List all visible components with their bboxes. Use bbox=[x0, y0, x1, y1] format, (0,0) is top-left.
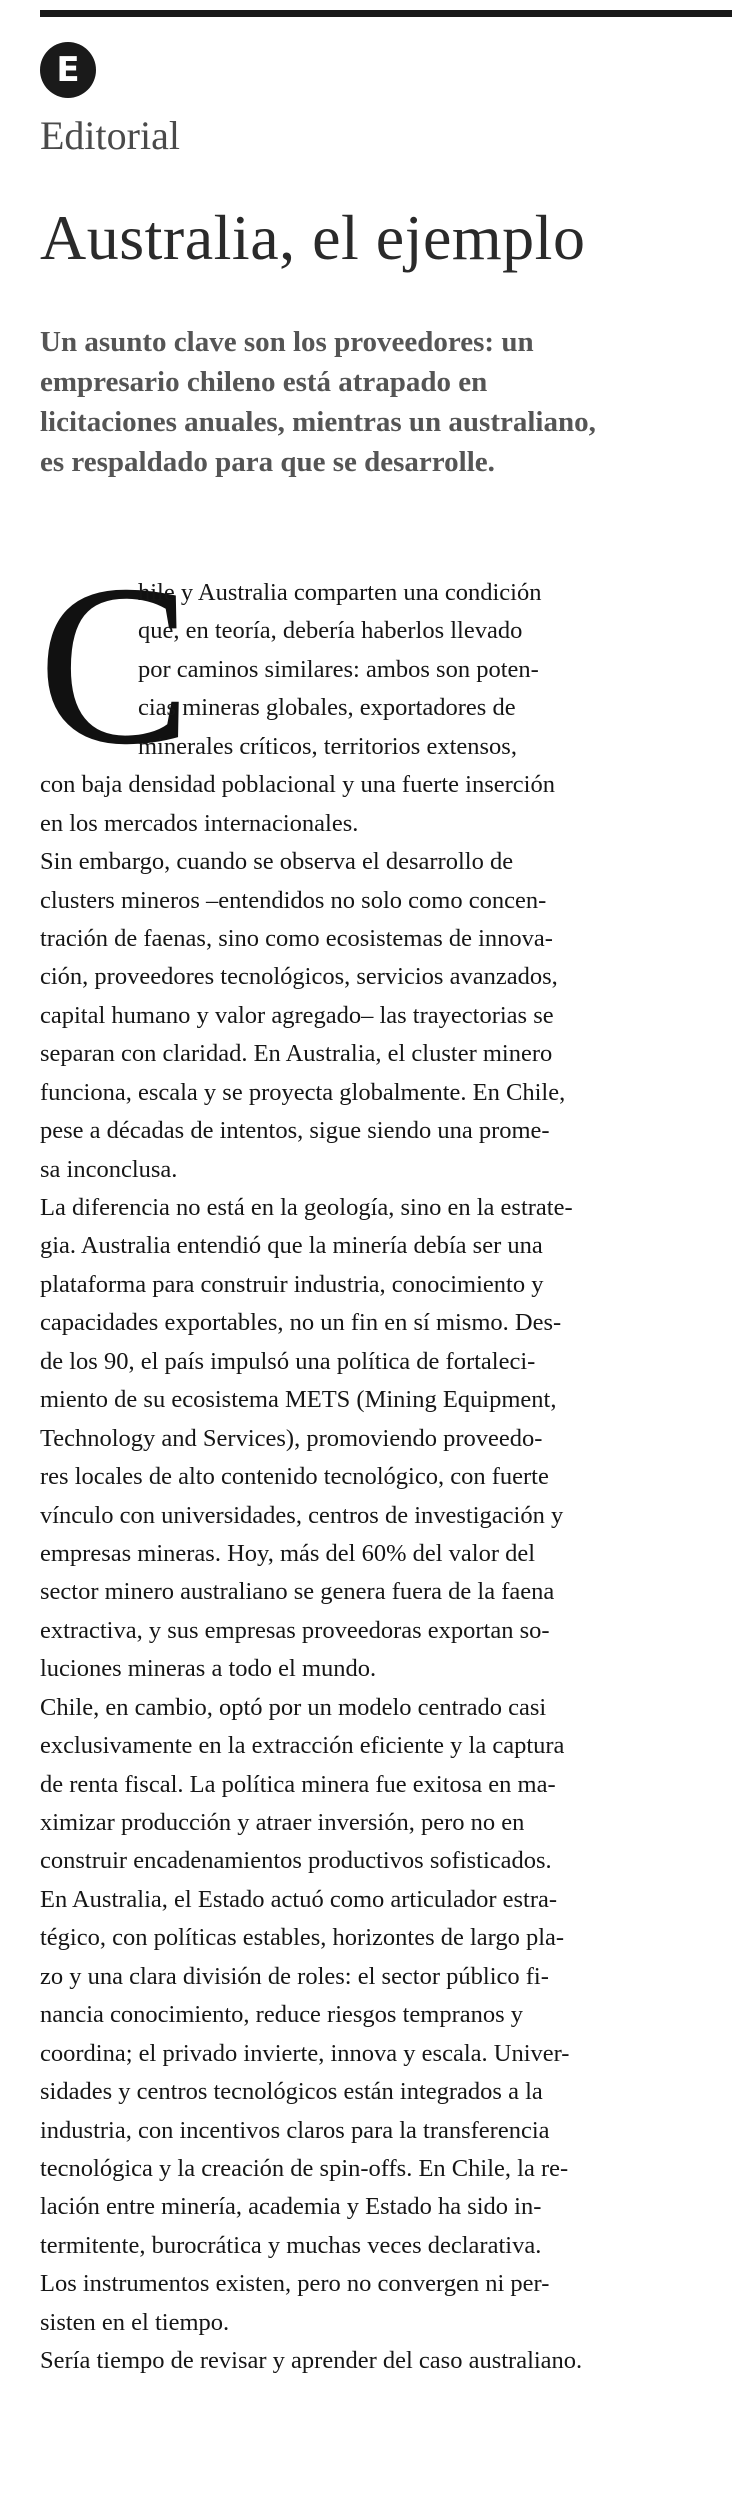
top-rule bbox=[40, 10, 732, 17]
body-line: gia. Australia entendió que la minería debía ser una bbox=[40, 1232, 543, 1260]
body-line: pese a décadas de intentos, sigue siendo una prome- bbox=[40, 1117, 550, 1145]
editorial-badge-icon: E bbox=[40, 42, 96, 98]
body-line: vínculo con universidades, centros de investigación y bbox=[40, 1501, 564, 1529]
body-line: luciones mineras a todo el mundo. bbox=[40, 1655, 377, 1683]
body-line: Chile, en cambio, optó por un modelo centrado casi bbox=[40, 1693, 547, 1721]
body-line: tecnológica y la creación de spin-offs. En Chile, la re- bbox=[40, 2154, 569, 2182]
body-line: hile y Australia comparten una condición bbox=[138, 579, 542, 606]
body-line: coordina; el privado invierte, innova y escala. Univer- bbox=[40, 2039, 570, 2067]
drop-cap: C bbox=[38, 537, 192, 792]
body-line: funciona, escala y se proyecta globalmente. En Chile, bbox=[40, 1078, 566, 1106]
body-line: termitente, burocrática y muchas veces declarativa. bbox=[40, 2231, 542, 2259]
body-line: en los mercados internacionales. bbox=[40, 809, 359, 837]
body-line: construir encadenamientos productivos sofisticados. bbox=[40, 1847, 552, 1875]
body-line: Technology and Services), promoviendo proveedo- bbox=[40, 1424, 543, 1452]
body-line: ción, proveedores tecnológicos, servicios avanzados, bbox=[40, 963, 558, 991]
section-label: Editorial bbox=[40, 113, 180, 158]
body-line: sector minero australiano se genera fuera de la faena bbox=[40, 1578, 555, 1606]
body-line: industria, con incentivos claros para la transferencia bbox=[40, 2116, 550, 2144]
body-line: sa inconclusa. bbox=[40, 1155, 178, 1183]
body-line: nancia conocimiento, reduce riesgos tempranos y bbox=[40, 2001, 524, 2029]
body-line: capacidades exportables, no un fin en sí mismo. Des- bbox=[40, 1309, 562, 1337]
article-deck bbox=[40, 322, 740, 482]
body-line: exclusivamente en la extracción eficiente y la captura bbox=[40, 1732, 565, 1760]
body-line: ximizar producción y atraer inversión, pero no en bbox=[40, 1809, 525, 1836]
body-line: sidades y centros tecnológicos están integrados a la bbox=[40, 2078, 543, 2106]
body-line: con baja densidad poblacional y una fuerte inserción bbox=[40, 771, 555, 799]
body-line: cias mineras globales, exportadores de bbox=[138, 694, 516, 722]
body-line: de renta fiscal. La política minera fue exitosa en ma- bbox=[40, 1770, 556, 1798]
body-line: miento de su ecosistema METS (Mining Equipment, bbox=[40, 1386, 557, 1414]
body-line: Sin embargo, cuando se observa el desarrollo de bbox=[40, 848, 514, 876]
body-line: extractiva, y sus empresas proveedoras exportan so- bbox=[40, 1616, 550, 1644]
deck-line: es respaldado para que se desarrolle. bbox=[40, 446, 495, 478]
deck-line: licitaciones anuales, mientras un australiano, bbox=[40, 406, 596, 438]
body-line: que, en teoría, debería haberlos llevado bbox=[138, 617, 523, 645]
body-line: tración de faenas, sino como ecosistemas de innova- bbox=[40, 924, 553, 952]
body-line: plataforma para construir industria, conocimiento y bbox=[40, 1270, 544, 1298]
body-line: sisten en el tiempo. bbox=[40, 2308, 230, 2336]
article-body bbox=[40, 574, 740, 2381]
body-line: tégico, con políticas estables, horizontes de largo pla- bbox=[40, 1924, 565, 1952]
body-line: por caminos similares: ambos son poten- bbox=[138, 655, 539, 683]
deck-line: Un asunto clave son los proveedores: un bbox=[40, 326, 534, 358]
body-line: clusters mineros –entendidos no solo como concen- bbox=[40, 886, 547, 914]
body-line: zo y una clara división de roles: el sector público fi- bbox=[40, 1962, 549, 1990]
body-line: En Australia, el Estado actuó como articulador estra- bbox=[40, 1885, 558, 1913]
body-line: separan con claridad. En Australia, el cluster minero bbox=[40, 1040, 553, 1068]
article-headline: Australia, el ejemplo bbox=[40, 202, 586, 273]
body-line: lación entre minería, academia y Estado ha sido in- bbox=[40, 2193, 542, 2221]
body-line: res locales de alto contenido tecnológico, con fuerte bbox=[40, 1463, 549, 1491]
body-line: minerales críticos, territorios extensos, bbox=[138, 732, 517, 760]
body-line: de los 90, el país impulsó una política de fortaleci- bbox=[40, 1347, 536, 1375]
body-line: La diferencia no está en la geología, sino en la estrate- bbox=[40, 1194, 573, 1221]
body-line: empresas mineras. Hoy, más del 60% del valor del bbox=[40, 1539, 536, 1567]
body-line: Sería tiempo de revisar y aprender del caso australiano. bbox=[40, 2347, 583, 2375]
body-line: capital humano y valor agregado– las trayectorias se bbox=[40, 1001, 554, 1029]
deck-line: empresario chileno está atrapado en bbox=[40, 366, 488, 398]
body-line: Los instrumentos existen, pero no convergen ni per- bbox=[40, 2270, 550, 2298]
